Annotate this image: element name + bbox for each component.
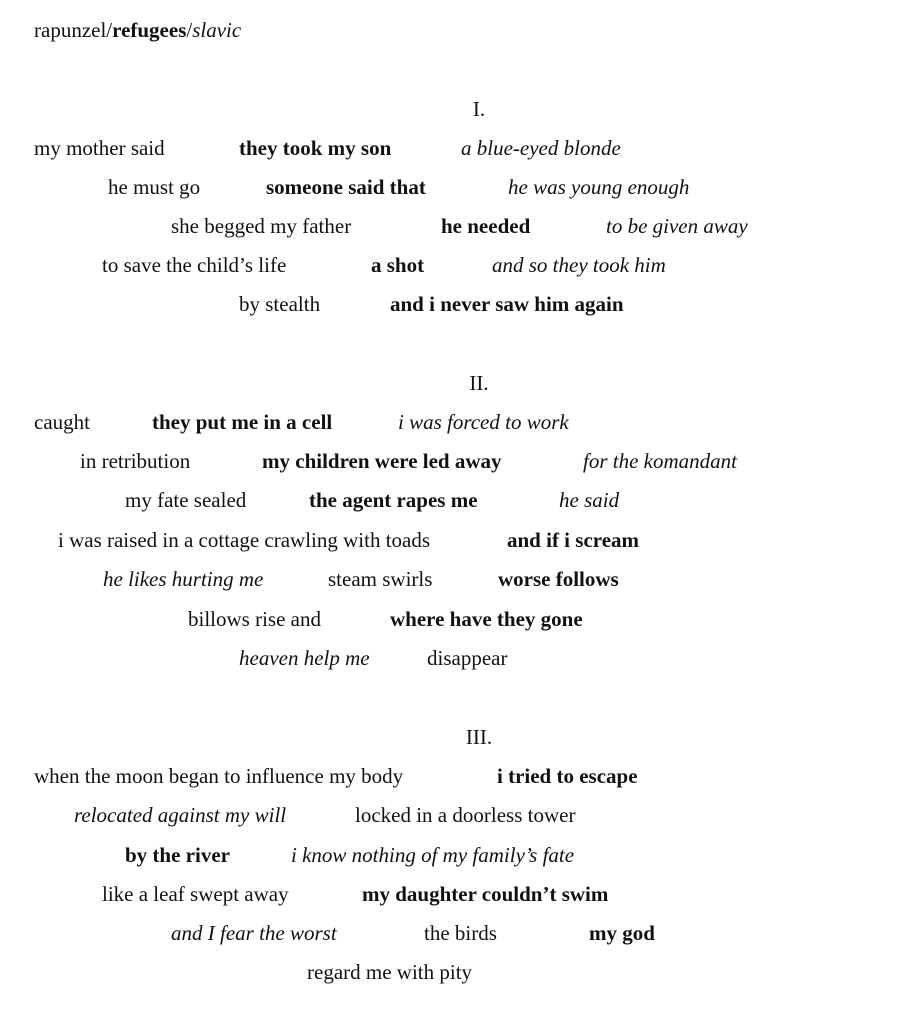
title-slavic: slavic (192, 18, 242, 42)
line-segment: a blue-eyed blonde (461, 136, 621, 160)
line-segment: he was young enough (508, 175, 690, 199)
line-segment: he likes hurting me (103, 567, 264, 591)
line-segment: he needed (441, 214, 531, 238)
line-segment: steam swirls (328, 567, 433, 591)
line-segment: they took my son (239, 136, 392, 160)
line-segment: for the komandant (583, 449, 737, 473)
line-segment: when the moon began to influence my body (34, 764, 404, 788)
line-segment: my fate sealed (125, 488, 247, 512)
line-segment: to be given away (606, 214, 748, 238)
line-segment: in retribution (80, 449, 191, 473)
title-slash: / (186, 18, 193, 42)
line-segment: billows rise and (188, 607, 321, 631)
line-segment: locked in a doorless tower (355, 803, 576, 827)
line-segment: the agent rapes me (309, 488, 478, 512)
section-heading-2: II. (469, 371, 489, 395)
line-segment: i know nothing of my family’s fate (291, 843, 575, 867)
title-rapunzel: rapunzel/ (34, 18, 113, 42)
line-segment: worse follows (498, 567, 619, 591)
line-segment: i was raised in a cottage crawling with toads (58, 528, 431, 552)
line-segment: to save the child’s life (102, 253, 287, 277)
line-segment: my mother said (34, 136, 165, 160)
line-segment: she begged my father (171, 214, 352, 238)
line-segment: my god (589, 921, 655, 945)
line-segment: by the river (125, 843, 230, 867)
line-segment: where have they gone (390, 607, 583, 631)
title-refugees: refugees (112, 18, 187, 42)
line-segment: he said (559, 488, 620, 512)
line-segment: they put me in a cell (152, 410, 333, 434)
line-segment: a shot (371, 253, 425, 277)
line-segment: caught (34, 410, 90, 434)
line-segment: he must go (108, 175, 201, 199)
line-segment: disappear (427, 646, 508, 670)
line-segment: someone said that (266, 175, 426, 199)
line-segment: heaven help me (239, 646, 370, 670)
section-heading-3: III. (465, 725, 493, 749)
line-segment: the birds (424, 921, 497, 945)
line-segment: and if i scream (507, 528, 640, 552)
section-heading-1: I. (472, 97, 486, 121)
line-segment: by stealth (239, 292, 321, 316)
poem-title (34, 17, 241, 43)
line-segment: like a leaf swept away (102, 882, 289, 906)
line-segment: regard me with pity (307, 960, 473, 984)
line-segment: my children were led away (262, 449, 502, 473)
line-segment: and I fear the worst (171, 921, 337, 945)
line-segment: and so they took him (492, 253, 666, 277)
line-segment: i was forced to work (398, 410, 569, 434)
line-segment: my daughter couldn’t swim (362, 882, 609, 906)
line-segment: relocated against my will (74, 803, 287, 827)
line-segment: i tried to escape (497, 764, 638, 788)
line-segment: and i never saw him again (390, 292, 624, 316)
